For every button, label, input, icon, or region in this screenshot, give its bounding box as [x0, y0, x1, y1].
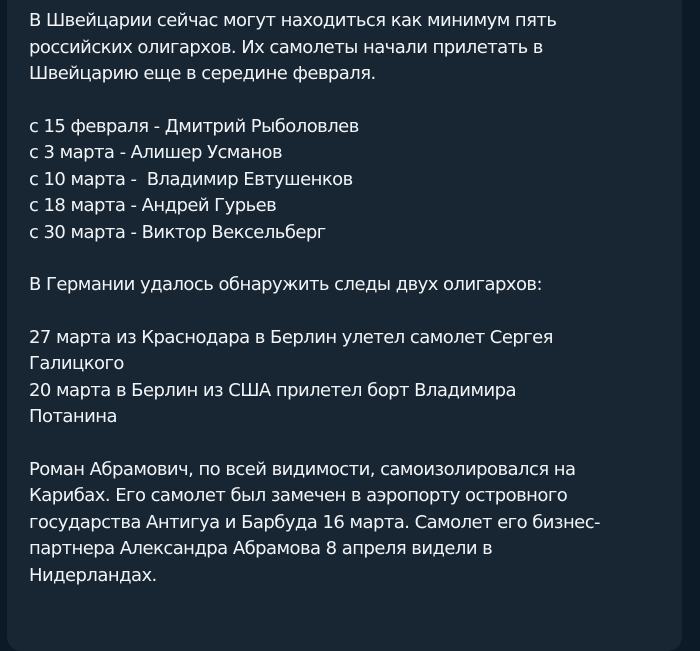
list-item: с 30 марта - Виктор Вексельберг	[29, 221, 326, 243]
paragraph-gap	[29, 88, 669, 114]
paragraph-gap	[29, 299, 669, 325]
list-item: с 10 марта - Владимир Евтушенков	[29, 168, 353, 190]
germany-list	[29, 325, 669, 431]
message-text	[29, 8, 669, 589]
intro-line: Швейцарию еще в середине февраля.	[29, 63, 376, 84]
paragraph-line: партнера Александра Абрамова 8 апреля видели в	[29, 538, 493, 559]
list-item: Потанина	[29, 406, 117, 427]
intro-line: российских олигархов. Их самолеты начали прилетать в	[29, 36, 543, 58]
paragraph-gap	[29, 246, 669, 272]
paragraph-line: государства Антигуа и Барбуда 16 марта. Самолет его бизнес-	[29, 511, 600, 533]
swiss-arrivals-list	[29, 114, 669, 247]
paragraph-line: Карибах. Его самолет был замечен в аэропорту островного	[29, 485, 568, 506]
heading-line: В Германии удалось обнаружить следы двух олигархов:	[29, 274, 542, 295]
list-item: 20 марта в Берлин из США прилетел борт Владимира	[29, 379, 516, 401]
germany-heading	[29, 272, 669, 299]
list-item: 27 марта из Краснодара в Берлин улетел самолет Сергея	[29, 326, 553, 348]
paragraph-line: Роман Абрамович, по всей видимости, самоизолировался на	[29, 458, 576, 480]
intro-line: В Швейцарии сейчас могут находиться как минимум пять	[29, 10, 557, 31]
list-item: с 3 марта - Алишер Усманов	[29, 142, 283, 163]
intro-paragraph	[29, 8, 669, 88]
abramovich-paragraph	[29, 457, 669, 590]
list-item: Галицкого	[29, 353, 124, 374]
message-bubble	[7, 0, 682, 651]
list-item: с 18 марта - Андрей Гурьев	[29, 195, 277, 216]
paragraph-line: Нидерландах.	[29, 564, 157, 586]
paragraph-gap	[29, 431, 669, 457]
list-item: с 15 февраля - Дмитрий Рыболовлев	[29, 115, 359, 137]
